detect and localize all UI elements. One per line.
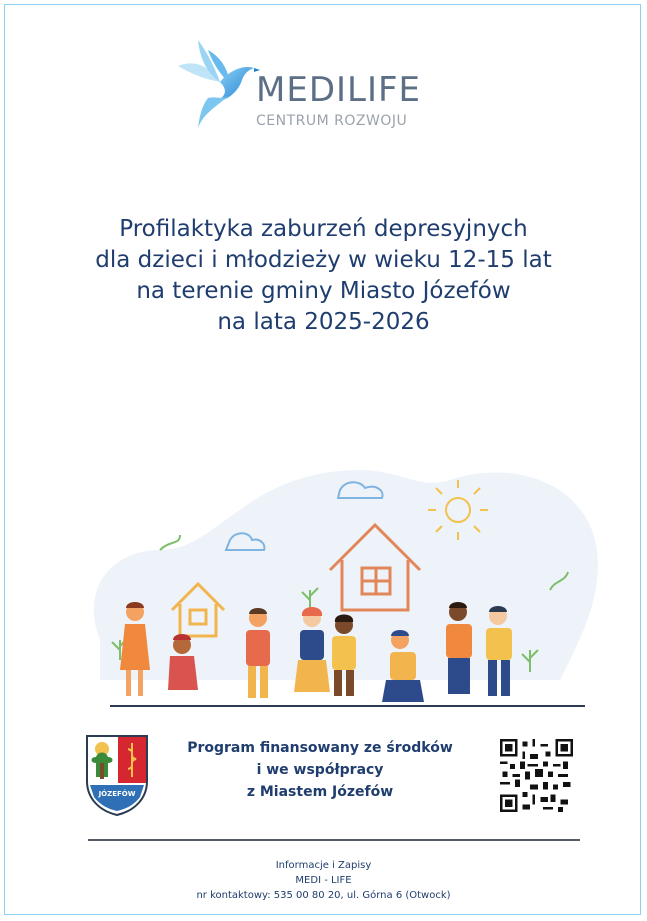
program-line: Program finansowany ze środków (187, 740, 453, 756)
coat-of-arms-label: JÓZEFÓW (98, 790, 136, 798)
title-line: Profilaktyka zaburzeń depresyjnych (119, 216, 528, 242)
title-line: na lata 2025-2026 (217, 309, 430, 335)
page-title (0, 214, 647, 338)
brand-subtitle: CENTRUM ROZWOJU (256, 113, 408, 129)
program-info (170, 737, 470, 803)
brand-name: MEDILIFE (256, 70, 422, 110)
program-line: z Miastem Józefów (246, 784, 394, 800)
footer-line: MEDI - LIFE (295, 875, 352, 886)
contact-footer (0, 858, 647, 903)
footer-line: Informacje i Zapisy (275, 860, 372, 871)
program-line: i we współpracy (256, 762, 384, 778)
child-figure (332, 615, 356, 697)
qr-code-icon[interactable] (500, 739, 573, 812)
footer-line: nr kontaktowy: 535 00 80 20, ul. Górna 6 (Otwock) (196, 890, 451, 901)
title-line: dla dzieci i młodzieży w wieku 12-15 lat (95, 247, 552, 273)
children-house-illustration (40, 440, 607, 715)
footer-divider (88, 839, 580, 841)
title-line: na terenie gminy Miasto Józefów (136, 278, 511, 304)
jozefow-coat-of-arms-icon (84, 733, 150, 817)
